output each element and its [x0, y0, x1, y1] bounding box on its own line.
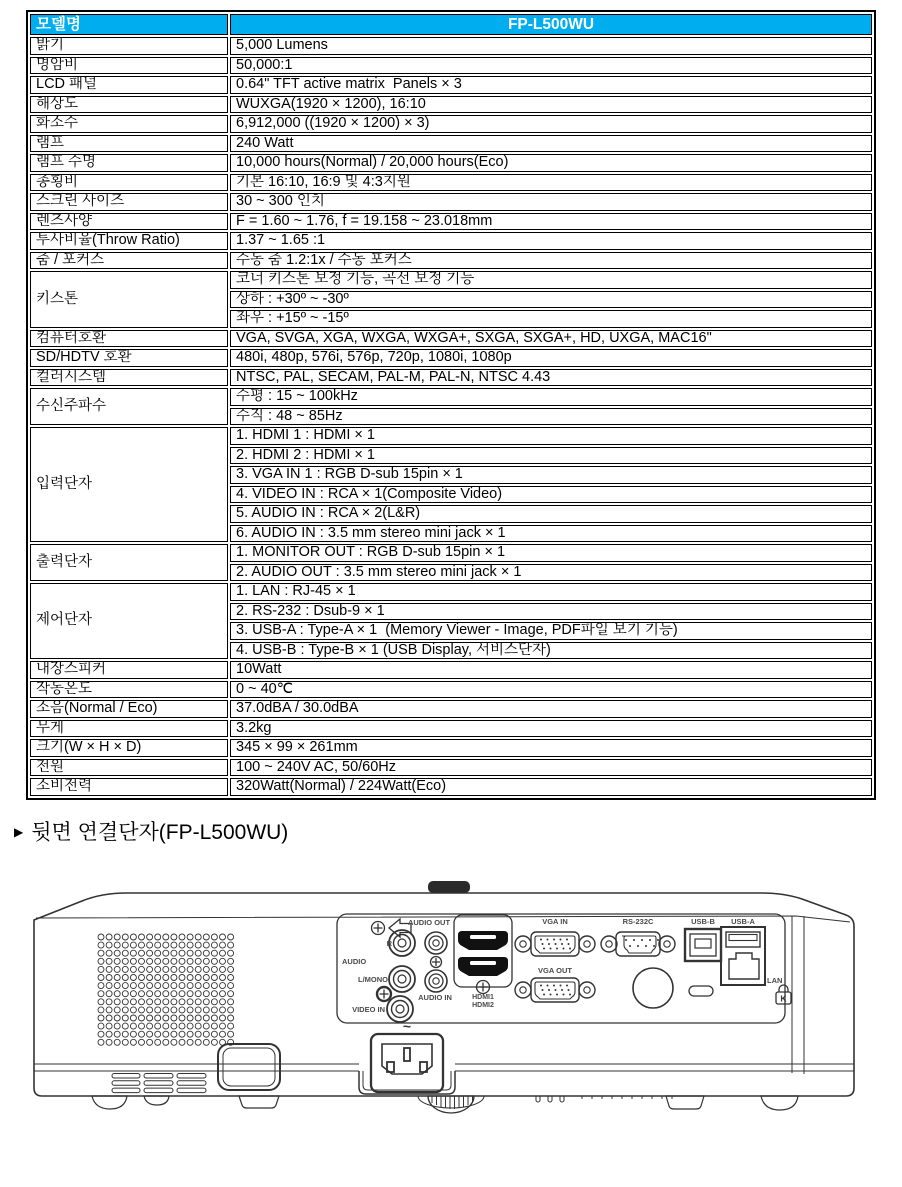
rca-jack-audio-lmono [389, 966, 415, 992]
spec-row [30, 427, 872, 445]
spec-value-cell: 320Watt(Normal) / 224Watt(Eco) [230, 778, 872, 796]
spec-label-cell: 전원 [30, 759, 228, 777]
spec-label-cell: 투사비율(Throw Ratio) [30, 232, 228, 250]
spec-label-cell: 램프 [30, 135, 228, 153]
bottom-hooks [536, 1096, 564, 1102]
lan-label: LAN [767, 975, 783, 985]
spec-row [30, 700, 872, 718]
spec-row [30, 720, 872, 738]
spec-label-cell: 크기(W × H × D) [30, 739, 228, 757]
spec-value-cell: 6. AUDIO IN : 3.5 mm stereo mini jack × 1 [230, 525, 872, 543]
hdmi2-label: HDMI2 [472, 1001, 494, 1009]
spec-label-cell: 출력단자 [30, 544, 228, 581]
spec-label-cell: 수신주파수 [30, 388, 228, 425]
spec-value-cell: 0.64" TFT active matrix Panels × 3 [230, 76, 872, 94]
spec-row [30, 232, 872, 250]
usb-b-label: USB-B [691, 916, 715, 926]
spec-label-cell: 입력단자 [30, 427, 228, 542]
top-handle [428, 881, 470, 893]
svg-text:K: K [780, 993, 787, 1003]
rs232c-label: RS-232C [622, 916, 654, 926]
spec-value-cell: NTSC, PAL, SECAM, PAL-M, PAL-N, NTSC 4.43 [230, 369, 872, 387]
model-name: FP-L500WU [230, 14, 872, 35]
model-header-label: 모델명 [30, 14, 228, 35]
audio-out-label: AUDIO OUT [407, 917, 451, 927]
spec-value-cell: 2. AUDIO OUT : 3.5 mm stereo mini jack × 1 [230, 564, 872, 582]
spec-row [30, 349, 872, 367]
vga-in-connector [515, 932, 595, 956]
spec-row [30, 115, 872, 133]
spec-label-cell: 무게 [30, 720, 228, 738]
rear-panel-heading-text: 뒷면 연결단자(FP-L500WU) [31, 820, 289, 844]
audio-label: AUDIO [342, 956, 367, 966]
vga-out-connector [515, 978, 595, 1002]
usb-b-port [685, 929, 721, 961]
spec-label-cell: 램프 수명 [30, 154, 228, 172]
spec-value-cell: 수직 : 48 ~ 85Hz [230, 408, 872, 426]
spec-row [30, 681, 872, 699]
spec-label-cell: 해상도 [30, 96, 228, 114]
spec-value-cell: 100 ~ 240V AC, 50/60Hz [230, 759, 872, 777]
projector-rear-view [26, 876, 876, 1124]
spec-row [30, 388, 872, 406]
hdmi1-label: HDMI1 [472, 993, 494, 1001]
spec-row [30, 174, 872, 192]
spec-value-cell: 4. VIDEO IN : RCA × 1(Composite Video) [230, 486, 872, 504]
vent-grid [98, 934, 234, 1045]
rca-jack-audio-r [386, 930, 415, 956]
spec-value-cell: 3. USB-A : Type-A × 1 (Memory Viewer - Image, PDF파일 보기 기능) [230, 622, 872, 640]
spec-value-cell: 좌우 : +15º ~ -15º [230, 310, 872, 328]
spec-label-cell: 내장스피커 [30, 661, 228, 679]
spec-row [30, 37, 872, 55]
spec-label-cell: 소비전력 [30, 778, 228, 796]
spec-table [26, 10, 876, 800]
spec-row [30, 330, 872, 348]
spec-label-cell: 화소수 [30, 115, 228, 133]
spec-label-cell: 명암비 [30, 57, 228, 75]
vga-out-label: VGA OUT [538, 965, 572, 975]
spec-row [30, 778, 872, 796]
spec-value-cell: 37.0dBA / 30.0dBA [230, 700, 872, 718]
spec-value-cell: 1.37 ~ 1.65 :1 [230, 232, 872, 250]
triangle-bullet-icon: ▶ [14, 824, 24, 839]
spec-row [30, 661, 872, 679]
mini-jack-audio-in [425, 970, 447, 992]
hdmi-block [454, 915, 512, 987]
spec-row [30, 739, 872, 757]
spec-value-cell: 3.2kg [230, 720, 872, 738]
spec-row [30, 135, 872, 153]
spec-value-cell: 10Watt [230, 661, 872, 679]
spec-label-cell: 렌즈사양 [30, 213, 228, 231]
audio-r-label: R [386, 938, 392, 948]
spec-label-cell: 소음(Normal / Eco) [30, 700, 228, 718]
adjustable-foot [418, 1096, 484, 1113]
spec-row [30, 369, 872, 387]
audio-in-label: AUDIO IN [418, 992, 452, 1002]
spec-value-cell: F = 1.60 ~ 1.76, f = 19.158 ~ 23.018mm [230, 213, 872, 231]
spec-table-header-row [30, 14, 872, 35]
lmono-label: L/MONO [358, 974, 388, 984]
rear-panel-diagram [26, 876, 902, 1129]
spec-value-cell: 2. RS-232 : Dsub-9 × 1 [230, 603, 872, 621]
spec-value-cell: 30 ~ 300 인치 [230, 193, 872, 211]
power-inlet [359, 1018, 455, 1094]
rear-sensor-circle [633, 968, 673, 1008]
spec-row [30, 154, 872, 172]
rs232c-connector [601, 932, 675, 956]
spec-value-cell: 1. MONITOR OUT : RGB D-sub 15pin × 1 [230, 544, 872, 562]
video-in-label: VIDEO IN [352, 1004, 385, 1014]
spec-value-cell: 50,000:1 [230, 57, 872, 75]
spec-value-cell: 4. USB-B : Type-B × 1 (USB Display, 서비스단자) [230, 642, 872, 660]
hdmi1-port [458, 931, 508, 950]
spec-value-cell: 240 Watt [230, 135, 872, 153]
spec-label-cell: 작동온도 [30, 681, 228, 699]
spec-sheet-page [0, 10, 902, 1187]
spec-label-cell: 종횡비 [30, 174, 228, 192]
rear-panel-heading [14, 816, 902, 846]
spec-value-cell: 1. HDMI 1 : HDMI × 1 [230, 427, 872, 445]
speaker-slats [112, 1073, 206, 1092]
spec-value-cell: 10,000 hours(Normal) / 20,000 hours(Eco) [230, 154, 872, 172]
spec-value-cell: 0 ~ 40℃ [230, 681, 872, 699]
spec-value-cell: 5. AUDIO IN : RCA × 2(L&R) [230, 505, 872, 523]
spec-label-cell: 제어단자 [30, 583, 228, 659]
spec-row [30, 76, 872, 94]
slot-opening [689, 986, 713, 996]
spec-value-cell: 상하 : +30º ~ -30º [230, 291, 872, 309]
lan-port [729, 953, 759, 979]
spec-value-cell: 3. VGA IN 1 : RGB D-sub 15pin × 1 [230, 466, 872, 484]
spec-label-cell: SD/HDTV 호환 [30, 349, 228, 367]
spec-label-cell: 줌 / 포커스 [30, 252, 228, 270]
vga-in-label: VGA IN [542, 916, 568, 926]
spec-label-cell: 스크린 사이즈 [30, 193, 228, 211]
usb-a-label: USB-A [731, 916, 755, 926]
spec-label-cell: 키스톤 [30, 271, 228, 328]
ac-symbol: ~ [402, 1017, 412, 1034]
spec-value-cell: 2. HDMI 2 : HDMI × 1 [230, 447, 872, 465]
spec-row [30, 96, 872, 114]
spec-row [30, 271, 872, 289]
spec-value-cell: 수평 : 15 ~ 100kHz [230, 388, 872, 406]
spec-value-cell: 5,000 Lumens [230, 37, 872, 55]
spec-row [30, 213, 872, 231]
mini-jack-audio-out [425, 932, 447, 954]
spec-row [30, 57, 872, 75]
spec-row [30, 193, 872, 211]
spec-row [30, 583, 872, 601]
spec-value-cell: 기본 16:10, 16:9 및 4:3지원 [230, 174, 872, 192]
spec-value-cell: 480i, 480p, 576i, 576p, 720p, 1080i, 1080p [230, 349, 872, 367]
spec-value-cell: 345 × 99 × 261mm [230, 739, 872, 757]
latch-tab [218, 1044, 280, 1090]
spec-value-cell: 6,912,000 ((1920 × 1200) × 3) [230, 115, 872, 133]
spec-row [30, 544, 872, 562]
spec-value-cell: 1. LAN : RJ-45 × 1 [230, 583, 872, 601]
spec-label-cell: LCD 패널 [30, 76, 228, 94]
hdmi2-port [458, 957, 508, 976]
spec-label-cell: 컬러시스템 [30, 369, 228, 387]
spec-row [30, 252, 872, 270]
spec-label-cell: 컴퓨터호환 [30, 330, 228, 348]
spec-value-cell: 수동 줌 1.2:1x / 수동 포커스 [230, 252, 872, 270]
kensington-lock-icon [776, 985, 791, 1004]
spec-value-cell: 코너 키스톤 보정 기능, 곡선 보정 기능 [230, 271, 872, 289]
spec-value-cell: VGA, SVGA, XGA, WXGA, WXGA+, SXGA, SXGA+, HD, UXGA, MAC16" [230, 330, 872, 348]
spec-value-cell: WUXGA(1920 × 1200), 16:10 [230, 96, 872, 114]
spec-label-cell: 밝기 [30, 37, 228, 55]
spec-row [30, 759, 872, 777]
